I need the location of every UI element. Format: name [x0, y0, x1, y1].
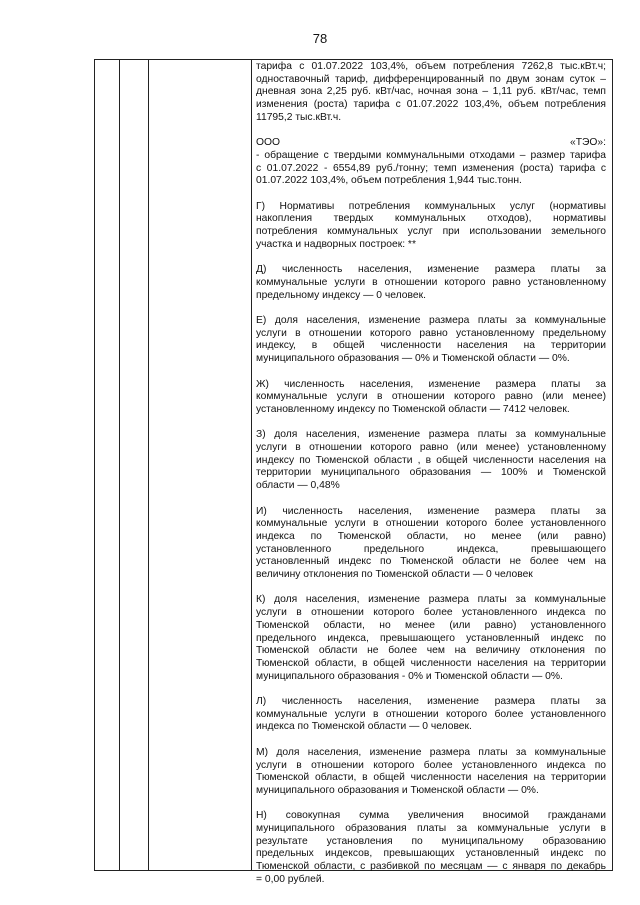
- paragraph-zh: Ж) численность населения, изменение размера платы за коммунальные услуги в отношении которого равно (или менее) установленному индексу по Тюменской области — 7412 человек.: [256, 378, 606, 415]
- paragraph-d: Д) численность населения, изменение размера платы за коммунальные услуги в отношении которого равно установленному предельному индексу — 0 человек.: [256, 264, 606, 301]
- page-number: 78: [312, 31, 328, 46]
- paragraph-g-norms: Г) Нормативы потребления коммунальных услуг (нормативы накопления твердых коммунальных отходов), нормативы потребления коммунальных услуг при использовании земельного участка и надворных построек: **: [256, 200, 606, 250]
- table-content-cell: [256, 61, 606, 887]
- paragraph-m: М) доля населения, изменение размера платы за коммунальные услуги в отношении которого более установленного индекса по Тюменской области, в общей численности населения на территории муниципального образования и Тюменской области — 0%.: [256, 746, 606, 796]
- paragraph-n: Н) совокупная сумма увеличения вносимой гражданами муниципального образования платы за коммунальные услуги в результате установления по муниципальному образованию предельных индексов, превышающих установленный индекс по Тюменской области, с разбивкой по месяцам — с января по декабрь = 0,00 рублей.: [256, 810, 606, 885]
- paragraph-i: И) численность населения, изменение размера платы за коммунальные услуги в отношении которого более установленного индекса по Тюменской области, но менее (или равно) установленного предельного индекса, превышающего установленный индекс по Тюменской области не более чем на величину отклонения по Тюменской области — 0 человек: [256, 505, 606, 581]
- paragraph-l: Л) численность населения, изменение размера платы за коммунальные услуги в отношении которого более установленного индекса по Тюменской области — 0 человек.: [256, 696, 606, 733]
- paragraph-k: К) доля населения, изменение размера платы за коммунальные услуги в отношении которого более установленного индекса по Тюменской области, но менее (или равно) установленного предельного индекса, превышающего установленный индекс по Тюменской области не более чем на величину отклонения по Тюменской области, в общей численности населения на территории муниципального образования - 0% и Тюменской области — 0%.: [256, 594, 606, 682]
- table-column-divider: [148, 60, 149, 870]
- table-column-divider: [251, 60, 252, 870]
- paragraph-teo: ООО «ТЭО»: - обращение с твердыми коммунальными отходами – размер тарифа с 01.07.2022 - 6554,89 руб./тонну; темп изменения (роста) тарифа с 01.07.2022 103,4%, объем потребления 1,944 тыс.тонн.: [256, 137, 606, 187]
- paragraph-e: Е) доля населения, изменение размера платы за коммунальные услуги в отношении которого равно установленному предельному индексу, в общей численности населения на территории муниципального образования — 0% и Тюменской области — 0%.: [256, 315, 606, 365]
- paragraph-tariff-continuation: тарифа с 01.07.2022 103,4%, объем потребления 7262,8 тыс.кВт.ч; одноставочный тариф, дифференцированный по двум зонам суток – дневная зона 2,25 руб. кВт/час, ночная зона – 1,11 руб. кВт/час, темп изменения (роста) тарифа с 01.07.2022 103,4%, объем потребления 11795,2 тыс.кВт.ч.: [256, 61, 606, 123]
- table-column-divider: [119, 60, 120, 870]
- document-table: [94, 59, 613, 885]
- paragraph-z: З) доля населения, изменение размера платы за коммунальные услуги в отношении которого равно (или менее) установленному индексу по Тюменской области , в общей численности населения на территории муниципального образования — 100% и Тюменской области — 0,48%: [256, 429, 606, 492]
